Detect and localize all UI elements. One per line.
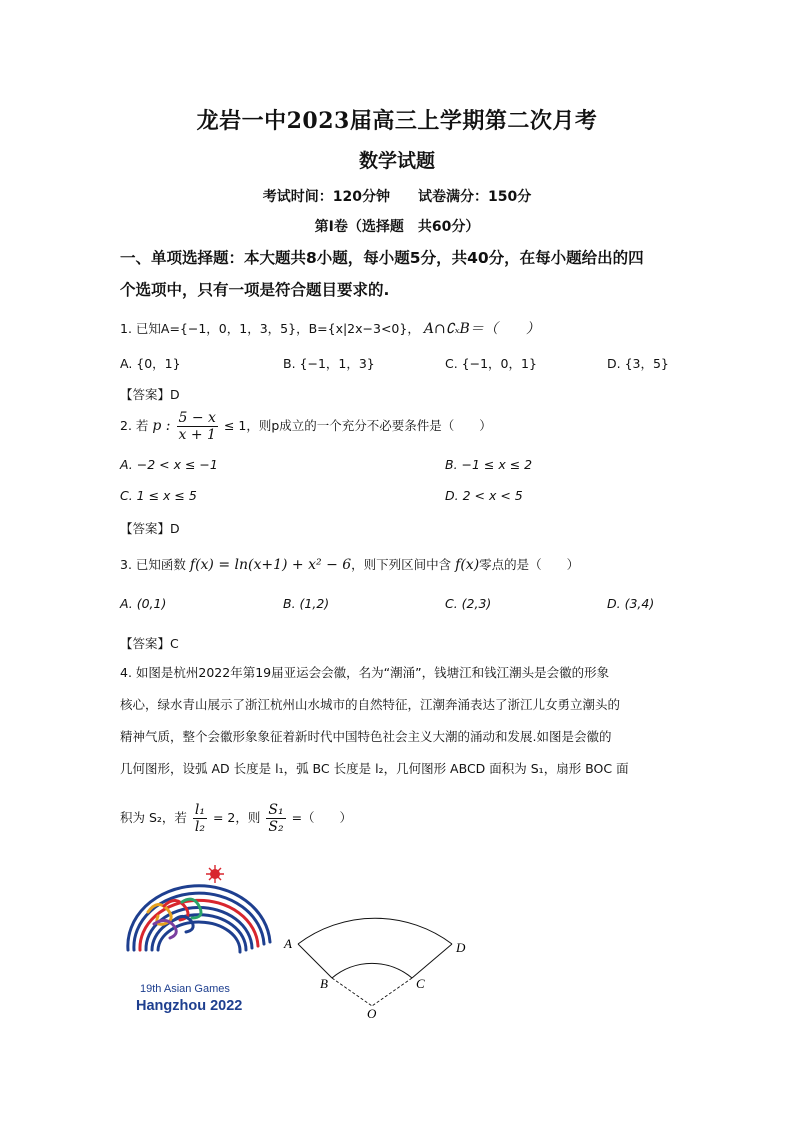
q3-answer: 【答案】C xyxy=(120,636,179,651)
q4-fraction-l-num: l₁ xyxy=(194,802,205,818)
wave-rings xyxy=(128,886,270,952)
q2-p: p : xyxy=(152,418,171,434)
q2-option-b: B. −1 ≤ x ≤ 2 xyxy=(445,457,533,472)
q3-option-a: A. (0,1) xyxy=(120,596,167,611)
logo-text-line2: Hangzhou 2022 xyxy=(136,998,243,1014)
q4-line-5 xyxy=(120,802,352,835)
q3-fx: f(x) xyxy=(455,557,480,573)
page-title: 龙岩一中2023届高三上学期第二次月考 xyxy=(196,108,598,134)
label-a: A xyxy=(284,936,292,951)
exam-meta xyxy=(0,186,794,206)
q3-rest: ，则下列区间中含 xyxy=(351,557,452,572)
q4-line-4: 几何图形，设弧 AD 长度是 l₁，弧 BC 长度是 l₂，几何图形 ABCD 面积为 S₁，扇形 BOC 面 xyxy=(120,761,629,776)
q2-lead: 2. 若 xyxy=(120,418,149,433)
q3-rest2: 零点的是（ ） xyxy=(479,557,580,572)
dashed-bo xyxy=(332,978,372,1006)
question-4 xyxy=(120,657,676,785)
section-heading xyxy=(120,242,680,306)
label-c: C xyxy=(416,976,425,991)
q4-fraction-l-den: l₂ xyxy=(194,819,205,835)
sector-figure xyxy=(280,890,480,1020)
q4-line5-b: = 2，则 xyxy=(212,810,261,825)
asian-games-logo xyxy=(118,862,278,1022)
section-line-1: 一、单项选择题：本大题共8小题，每小题5分，共40分，在每小题给出的四 xyxy=(120,249,644,267)
q3-lead: 3. 已知函数 xyxy=(120,557,186,572)
q1-option-a: A. {0，1} xyxy=(120,356,181,371)
q2-answer: 【答案】D xyxy=(120,521,180,536)
part-heading: 第I卷（选择题 共60分） xyxy=(314,219,480,235)
page-subtitle: 数学试题 xyxy=(358,150,435,172)
q4-line-3: 精神气质，整个会徽形象象征着新时代中国特色社会主义大潮的涌动和发展.如图是会徽的 xyxy=(120,729,612,744)
q3-formula: f(x) = ln(x+1) + x² − 6 xyxy=(189,557,352,573)
question-1 xyxy=(120,318,540,338)
label-o: O xyxy=(367,1006,377,1020)
q2-option-d: D. 2 < x < 5 xyxy=(445,488,523,503)
arc-bc xyxy=(332,963,412,978)
q1-option-b: B. {−1，1，3} xyxy=(283,356,375,371)
segment-ab xyxy=(298,944,332,978)
dashed-co xyxy=(372,978,412,1006)
q1-expression: A∩∁ₓB＝（ ） xyxy=(423,321,540,337)
q3-option-d: D. (3,4) xyxy=(607,596,655,611)
q2-denominator: x + 1 xyxy=(178,427,216,443)
q4-fraction-s-num: S₁ xyxy=(268,802,284,818)
label-b: B xyxy=(320,976,328,991)
q1-answer: 【答案】D xyxy=(120,387,180,402)
question-3 xyxy=(120,555,579,573)
q2-option-c: C. 1 ≤ x ≤ 5 xyxy=(120,488,197,503)
sun-icon xyxy=(206,865,224,883)
exam-time: 考试时间：120分钟 xyxy=(262,189,390,205)
q4-fraction-s xyxy=(266,802,285,835)
q4-fraction-l xyxy=(193,802,207,835)
logo-text-line1: 19th Asian Games xyxy=(140,983,230,995)
label-d: D xyxy=(456,940,466,955)
q3-option-b: B. (1,2) xyxy=(283,596,330,611)
arc-ad xyxy=(298,918,452,944)
q4-fraction-s-den: S₂ xyxy=(268,819,284,835)
q3-option-c: C. (2,3) xyxy=(445,596,492,611)
q1-option-d: D. {3，5} xyxy=(607,356,669,371)
q1-option-c: C. {−1，0，1} xyxy=(445,356,537,371)
q2-numerator: 5 − x xyxy=(178,410,216,426)
q4-line-2: 核心，绿水青山展示了浙江杭州山水城市的自然特征，江潮奔涌表达了浙江儿女勇立潮头的 xyxy=(120,697,621,712)
question-2 xyxy=(120,410,492,443)
q4-line5-c: =（ ） xyxy=(291,810,353,825)
q2-option-a: A. −2 < x ≤ −1 xyxy=(120,457,218,472)
exam-score: 试卷满分：150分 xyxy=(418,189,532,205)
q2-fraction xyxy=(177,410,218,443)
q4-line-1: 4. 如图是杭州2022年第19届亚运会会徽，名为“潮涌”，钱塘江和钱江潮头是会徽的形象 xyxy=(120,665,610,680)
q2-rest: ≤ 1，则p成立的一个充分不必要条件是（ ） xyxy=(223,418,492,433)
section-line-2: 个选项中，只有一项是符合题目要求的. xyxy=(120,281,390,299)
q4-line5-a: 积为 S₂，若 xyxy=(120,810,187,825)
q1-stem: 1. 已知A={−1，0，1，3，5}，B={x|2x−3<0}， xyxy=(120,321,420,336)
segment-dc xyxy=(412,944,452,978)
